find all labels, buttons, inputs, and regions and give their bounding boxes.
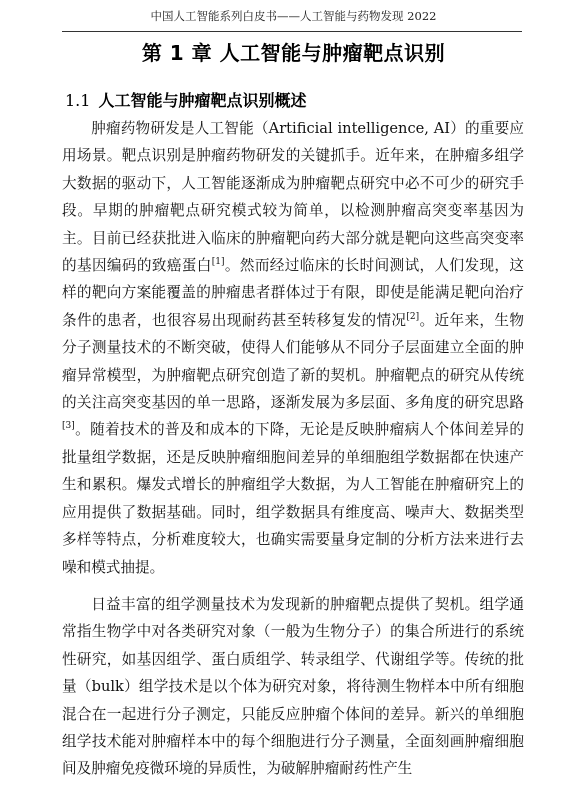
running-header: 中国人工智能系列白皮书——人工智能与药物发现 2022 <box>150 9 437 23</box>
paragraph-text: 日益丰富的组学测量技术为发现新的肿瘤靶点提供了契机。组学通常指生物学中对各类研究对象（一般为生物分子）的集合所进行的系统性研究，如基因组学、蛋白质组学、转录组学、代谢组学等。传统的批量（bulk）组学技术是以个体为研究对象，将待测生物样本中所有细胞混合在一起进行分子测定，只能反应肿瘤个体间的差异。新兴的单细胞组学技术能对肿瘤样本中的每个细胞进行分子测量，全面刻画肿瘤细胞间及肿瘤免疫微环境的异质性，为破解肿瘤耐药性产生 <box>62 595 524 778</box>
chapter-title: 第 1 章 人工智能与肿瘤靶点识别 <box>141 41 446 65</box>
section-heading <box>65 88 306 111</box>
header-divider <box>62 31 522 32</box>
section-title: 人工智能与肿瘤靶点识别概述 <box>98 91 307 110</box>
paragraph-2 <box>62 591 524 783</box>
body-text <box>62 115 524 783</box>
paragraph-text: 。随着技术的普及和成本的下降，无论是反映肿瘤病人个体间差异的批量组学数据，还是反映肿瘤细胞间差异的单细胞组学数据都在快速产生和累积。爆发式增长的肿瘤组学大数据，为人工智能在肿瘤研究上的应用提供了数据基础。同时，组学数据具有维度高、噪声大、数据类型多样等特点，分析难度较大，也确实需要量身定制的分析方法来进行去噪和模式抽提。 <box>62 421 524 576</box>
paragraph-1 <box>62 115 524 581</box>
section-number: 1.1 <box>65 91 91 110</box>
paragraph-text: 肿瘤药物研发是人工智能（Artificial intelligence, AI）的重要应用场景。靶点识别是肿瘤药物研发的关键抓手。近年来，在肿瘤多组学大数据的驱动下，人工智能逐渐成为肿瘤靶点研究中必不可少的研究手段。早期的肿瘤靶点研究模式较为简单，以检测肿瘤高突变率基因为主。目前已经获批进入临床的肿瘤靶向药大部分就是靶向这些高突变率的基因编码的致癌蛋白 <box>62 120 524 275</box>
paragraph-text: 。然而经过临床的长时间测试，人们发现，这样的靶向方案能覆盖的肿瘤患者群体过于有限，即使是能满足靶向治疗条件的患者，也很容易出现耐药甚至转移复发的情况 <box>62 257 524 329</box>
paragraph-text: 。近年来，生物分子测量技术的不断突破，使得人们能够从不同分子层面建立全面的肿瘤异常模型，为肿瘤靶点研究创造了新的契机。肿瘤靶点的研究从传统的关注高突变基因的单一思路，逐渐发展为多层面、多角度的研究思路 <box>62 311 524 412</box>
citation-3: [3] <box>62 421 75 432</box>
citation-2: [2] <box>406 311 420 322</box>
citation-1: [1] <box>211 257 225 268</box>
